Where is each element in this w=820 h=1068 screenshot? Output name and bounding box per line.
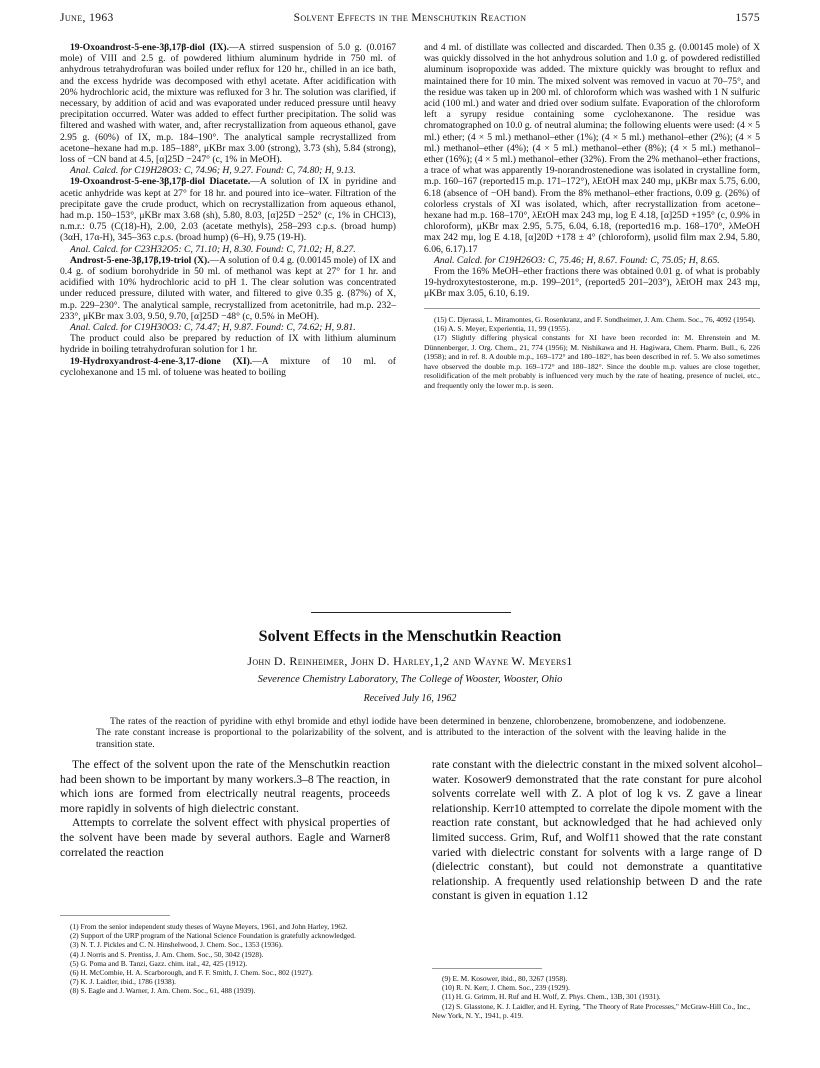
footnote-5: (5) G. Poma and B. Tanzi, Gazz. chim. ital., 42, 425 (1912). <box>70 958 248 968</box>
paragraph: and 4 ml. of distillate was collected and discarded. Then 0.35 g. (0.00145 mole) of X was quickly dissolved in the hot anhydrous solution and 1.0 g. of powdered redistilled aluminum isopropoxide was added. The mixture quickly was brought to reflux and maintained there for 10 min. The mixed solvent was removed in vacuo at 70–75°, and the residue was taken up in 200 ml. of chloroform which was washed with 1 N sulfuric acid (100 ml.) and water and dried over sodium sulfate. Evaporation of the chloroform left a syrupy residue containing some cyclohexanone. The residue was chromatographed on 10.0 g. of neutral alumina; the following eluents were used: (4 × 5 ml.) ether; (4 × 5 ml.) methanol–ether (1%); (4 × 5 ml.) methanol–ether (2%); (4 × 5 ml.) methanol–ether (4%); (4 × 5 ml.) methanol–ether (8%); (4 × 5 ml.) methanol–ether (16%); (4 × 5 ml.) methanol–ether (32%). From the 2% methanol–ether fractions, a trace of what was apparently 19-norandrostenedione was isolated in crystalline form, m.p. 160–167 (reported15 m.p. 171–172°), λEtOH max 240 mμ, μKBr max 5.75, 6.00, 6.18 (absence of −OH band). From the 8% methanol–ether fractions, 0.09 g. (26%) of colorless crystals of XI was isolated, which, after recrystallization from acetone–hexane had m.p. 168–170°, λEtOH max 243 mμ, log E 4.18, [α]25D +195° (c, 0.9% in chloroform), μKBr max 2.95, 5.75, 6.04, 6.18, (reported16 m.p. 168–170°, λMeOH max 242 mμ, log E 4.18, [α]20D +178 ± 4° (chloroform), μsolid film max 2.94, 5.80, 6.06, 6.17).17 <box>424 42 760 255</box>
footnote-1: (1) From the senior independent study theses of Wayne Meyers, 1961, and John Harley, 1962. <box>70 922 348 931</box>
body-right-column <box>432 758 762 904</box>
footnote-7: (7) K. J. Laidler, ibid., 1786 (1938). <box>70 977 177 987</box>
footnote-15: (15) C. Djerassi, L. Miramontes, G. Rosenkranz, and F. Sondheimer, J. Am. Chem. Soc., 76, 4092 (1954). <box>434 314 756 324</box>
compound-heading: Androst-5-ene-3β,17β,19-triol (X). <box>70 254 210 266</box>
analysis-line: Anal. Calcd. for C23H32O5: C, 71.10; H, 8.30. Found: C, 71.02; H, 8.27. <box>70 243 356 255</box>
article-title: Solvent Effects in the Menschutkin Reaction <box>258 628 562 645</box>
paragraph: rate constant with the dielectric constant in the mixed solvent alcohol–water. Kosower9 demonstrated that the rate constant for pure alcohol solvents correlate well with Z. A plot of log k vs. Z gave a linear relationship. Kerr10 attempted to correlate the dipole moment with the reaction rate constant, but acknowledged that he had achieved only limited success. Grim, Ruf, and Wolf11 showed that the rate constant varied with dielectric constant for solvents with a large range of D (dielectric constant), but could not demonstrate a quantitative relationship. A frequently used relationship between D and the rate constant is given in equation 1.12 <box>432 758 762 903</box>
article-affiliation: Severence Chemistry Laboratory, The College of Wooster, Wooster, Ohio <box>257 674 563 685</box>
abstract: The rates of the reaction of pyridine with ethyl bromide and ethyl iodide have been determined in benzene, chlorobenzene, bromobenzene, and iodobenzene. The rate constant increase is proportional to the polarizability of the solvent, and is attributed to the interaction of the solvent with the leaving halide in the transition state. <box>96 716 726 750</box>
paragraph <box>60 356 396 378</box>
compound-heading: 19-Oxoandrost-5-ene-3β,17β-diol Diacetate. <box>70 176 251 188</box>
analysis-line: Anal. Calcd. for C19H28O3: C, 74.96; H, 9.27. Found: C, 74.80; H, 9.13. <box>70 165 356 177</box>
footnotes-left <box>60 922 390 996</box>
footnote-rule <box>432 968 542 969</box>
footnote-11: (11) H. G. Grimm, H. Ruf and H. Wolf, Z. Phys. Chem., 13B, 301 (1931). <box>442 992 661 1002</box>
paragraph: The product could also be prepared by reduction of IX with lithium aluminum hydride in boiling tetrahydrofuran solution for 1 hr. <box>60 333 396 356</box>
footnote-9: (9) E. M. Kosower, ibid., 80, 3267 (1958). <box>442 974 568 983</box>
paragraph <box>60 176 396 243</box>
footnote-6: (6) H. McCombie, H. A. Scarborough, and F. F. Smith, J. Chem. Soc., 802 (1927). <box>70 968 313 978</box>
footnote-16: (16) A. S. Meyer, Experientia, 11, 99 (1955). <box>434 324 571 334</box>
paragraph <box>60 255 396 322</box>
footnote-2: (2) Support of the URP program of the National Science Foundation is gratefully acknowledged. <box>70 931 356 941</box>
page-number: 1575 <box>735 12 760 24</box>
top-left-column <box>60 42 396 378</box>
paragraph-text: —A solution of IX in pyridine and acetic anhydride was kept at 27° for 18 hr. and poured into ice–water. Filtration of the precipitate gave the crude product, which on recrystallization from aqueous ethanol, had m.p. 150–153°, μKBr max 3.68 (sh), 5.80, 8.03, [α]25D −252° (c, 1% in CHCl3), n.m.r.: 0.75 (C(18)-H), 2.00, 2.03 (acetate methyls), 258–293 c.p.s. (broad hump) (3αH, 17α-H), 345–363 c.p.s. (broad hump) (6–H), 9.75 (19-H). <box>60 176 397 244</box>
footnote-12: (12) S. Glasstone, K. J. Laidler, and H. Eyring, "The Theory of Rate Processes," McGraw-Hill Co., Inc., New York, N. Y., 1941, p. 419. <box>432 1001 751 1020</box>
header-title: Solvent Effects in the Menschutkin Reaction <box>293 12 527 24</box>
footnotes-top-right <box>424 308 760 390</box>
received-date: Received July 16, 1962 <box>363 693 457 704</box>
footnotes-right <box>432 974 762 1020</box>
footnote-10: (10) R. N. Kerr, J. Chem. Soc., 239 (1929). <box>442 983 570 993</box>
top-right-column <box>424 42 760 390</box>
paragraph-text: —A solution of 0.4 g. (0.00145 mole) of IX and 0.4 g. of sodium borohydride in 50 ml. of methanol was kept at 27° for 1 hr. and acidified with 10% hydrochloric acid to pH 1. The clear solution was concentrated under reduced pressure, diluted with water, and filtered to give 0.35 g. (87%) of X, m.p. 229–230°. The analytical sample, recrystallized from acetonitrile, had m.p. 232–233°, μKBr max 3.03, 9.50, 9.70, [α]25D −48° (c, 0.5% in MeOH). <box>60 254 396 322</box>
paragraph <box>60 42 396 165</box>
article-separator <box>311 612 511 613</box>
paragraph-text: —A mixture of 10 ml. of cyclohexanone and 15 ml. of toluene was heated to boiling <box>60 355 396 378</box>
compound-heading: 19-Oxoandrost-5-ene-3β,17β-diol (IX). <box>70 42 229 53</box>
analysis-line: Anal. Calcd. for C19H26O3: C, 75.46; H, 8.67. Found: C, 75.05; H, 8.65. <box>434 254 720 266</box>
footnote-rule <box>60 915 170 916</box>
analysis-line: Anal. Calcd. for C19H30O3: C, 74.47; H, 9.87. Found: C, 74.62; H, 9.81. <box>70 322 356 334</box>
footnote-17: (17) Slightly differing physical constants for XI have been recorded in: M. Ehrenstein and M. Dünnenberger, J. Org. Chem., 21, 774 (1956); M. Nishikawa and H. Hagiwara, Chem. Pharm. Bull., 6, 226 (1958); and in ref. 8. A double m.p., 169–172° and 180–182°, has been described in ref. 5. We also sometimes have observed the double m.p. 169–172° and 180–182°. Since the double m.p. values are close together, resolidification of the melt probably is influenced very much by the rate of heating, presence of nuclei, etc., and frequently only the lower m.p. is seen. <box>424 333 760 390</box>
header-date: June, 1963 <box>60 12 114 24</box>
footnote-8: (8) S. Eagle and J. Warner, J. Am. Chem. Soc., 61, 488 (1939). <box>70 986 256 996</box>
running-header <box>60 12 760 28</box>
footnote-4: (4) J. Norris and S. Prentiss, J. Am. Chem. Soc., 50, 3042 (1928). <box>70 949 264 959</box>
paragraph: Attempts to correlate the solvent effect with physical properties of the solvent have been made by several authors. Eagle and Warner8 correlated the reaction <box>60 816 390 859</box>
paragraph: From the 16% MeOH–ether fractions there was obtained 0.01 g. of what is probably 19-hydroxytestosterone, m.p. 199–201°, (reported5 201–203°), λEtOH max 243 mμ, μKBr max 3.05, 6.10, 6.19. <box>424 266 760 300</box>
footnote-3: (3) N. T. J. Pickles and C. N. Hinshelwood, J. Chem. Soc., 1353 (1936). <box>70 940 283 950</box>
paragraph-text: —A stirred suspension of 5.0 g. (0.0167 mole) of VIII and 2.5 g. of powdered lithium aluminum hydride in 750 ml. of anhydrous tetrahydrofuran was boiled under reflux for 120 hr., chilled in an ice bath, and the excess hydride was decomposed with ethyl acetate. After acidification with 20% hydrochloric acid, the mixture was refluxed for 3 hr. The solution was clarified, if necessary, by addition of acid and was evaporated under reduced pressure until heavy precipitation occurred. Water was added to effect further precipitation. The solid was filtered and washed with water, and, after recrystallization from aqueous ethanol, gave 2.95 g. (60%) of IX, m.p. 184–190°. The analytical sample recrystallized from acetone–hexane had m.p. 185–188°, μKBr max 3.00 (strong), 3.73 (sh), 5.84 (strong), loss of −CN band at 4.5, [α]25D −247° (c, 1% in MeOH). <box>60 42 397 166</box>
paragraph: The effect of the solvent upon the rate of the Menschutkin reaction had been shown to be important by many workers.3–8 The reaction, in which ions are formed from electrically neutral reagents, proceeds more rapidly in solvents of high dielectric constant. <box>60 758 390 815</box>
body-left-column <box>60 758 390 860</box>
article-authors: John D. Reinheimer, John D. Harley,1,2 and Wayne W. Meyers1 <box>247 654 573 668</box>
compound-heading: 19-Hydroxyandrost-4-ene-3,17-dione (XI). <box>70 355 253 367</box>
